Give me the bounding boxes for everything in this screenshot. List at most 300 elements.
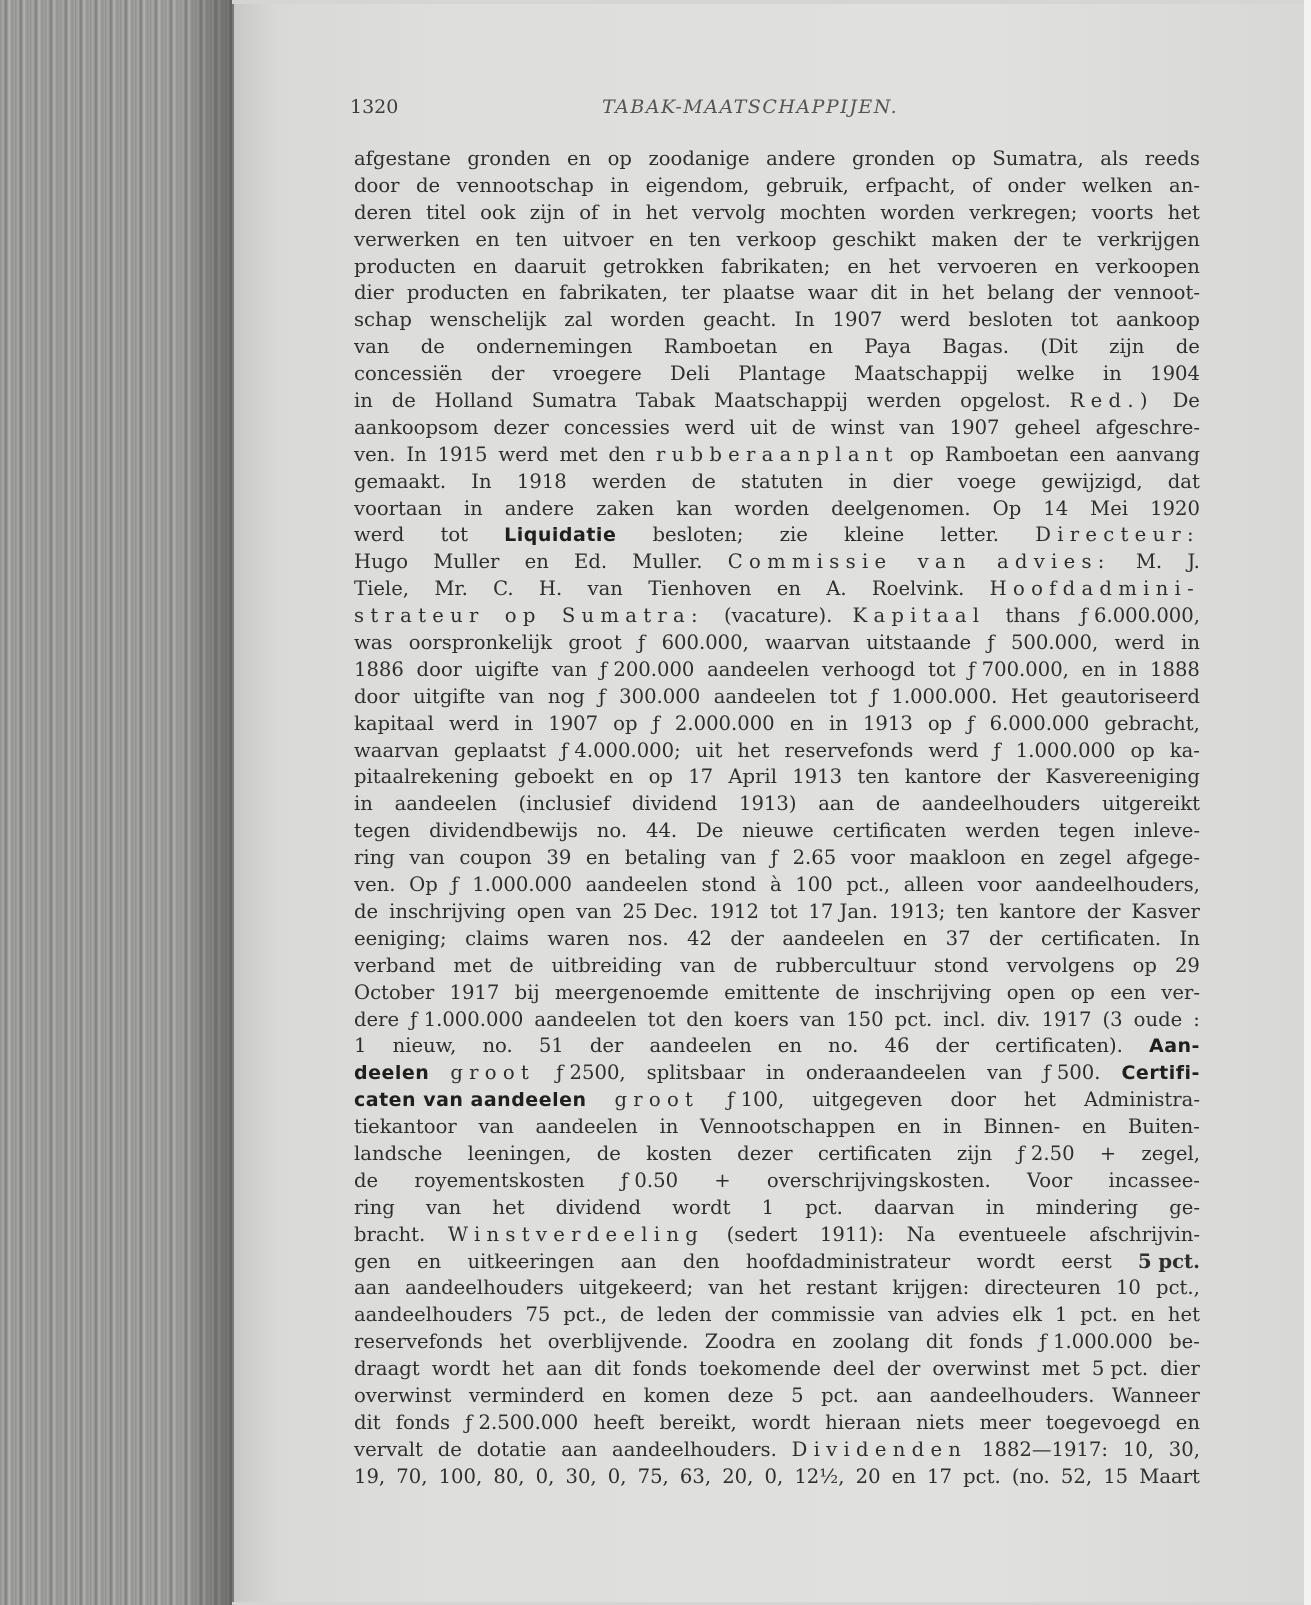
word: dit xyxy=(594,1357,621,1381)
word: oude xyxy=(1133,1007,1183,1031)
word: besloten xyxy=(968,308,1053,332)
word: wordt xyxy=(976,1249,1035,1273)
word: pct., xyxy=(846,873,891,897)
word: 1 xyxy=(354,1034,367,1058)
word: 0, xyxy=(607,1464,627,1488)
word: kosten xyxy=(646,1141,712,1165)
word: dividend xyxy=(555,1195,642,1219)
word: der xyxy=(886,1357,921,1381)
word: vervalt xyxy=(354,1437,423,1461)
word: gewijzigd, xyxy=(1041,469,1143,493)
word: leden xyxy=(657,1303,712,1327)
word: geboekt xyxy=(514,765,594,789)
word: worden xyxy=(610,308,686,332)
word: Zoodra xyxy=(704,1330,776,1354)
word: zijn xyxy=(529,200,566,224)
word: als xyxy=(1100,147,1129,170)
word: uitkeeringen xyxy=(467,1249,595,1273)
word: aan xyxy=(620,1249,657,1273)
word: 37 xyxy=(945,926,971,950)
word: tot xyxy=(1070,308,1099,332)
text-line xyxy=(354,1464,1200,1491)
word: Wanneer xyxy=(1111,1383,1200,1407)
word: werd xyxy=(448,711,500,735)
word: 1 xyxy=(761,1195,775,1219)
word: maakloon xyxy=(909,846,1006,870)
word: pct. xyxy=(963,1464,1001,1488)
word: 1904 xyxy=(1150,362,1200,386)
word: hieraan xyxy=(825,1410,902,1434)
word: + xyxy=(1099,1141,1117,1165)
word: rubberaanplant xyxy=(656,442,899,466)
text-line xyxy=(354,818,1200,845)
word: werden xyxy=(591,469,667,493)
word: ƒ xyxy=(770,846,778,870)
word: gronden xyxy=(467,147,551,170)
word: 1915 xyxy=(437,442,488,466)
word: 19, xyxy=(354,1464,386,1488)
word: Muller. xyxy=(632,550,703,574)
word: pct. xyxy=(1080,1303,1118,1327)
word: div. xyxy=(996,1007,1031,1031)
word: ten xyxy=(857,765,890,789)
text-line xyxy=(354,1302,1200,1329)
word: aanvang xyxy=(1116,442,1200,466)
word: letter. xyxy=(940,523,1000,547)
word: Paya xyxy=(864,335,912,359)
text-line xyxy=(354,899,1200,926)
word: certificaten. xyxy=(1040,926,1162,950)
word: 1912 xyxy=(709,899,759,923)
word: de xyxy=(875,792,901,816)
word: ƒ xyxy=(993,738,1001,762)
word: een xyxy=(1069,442,1106,466)
word: 1882—1917: xyxy=(982,1437,1108,1461)
word: uitbreiding xyxy=(551,953,663,977)
word: aan xyxy=(546,1357,583,1381)
word: plaatse xyxy=(723,281,795,305)
text-line xyxy=(354,1275,1200,1302)
word: nieuw, xyxy=(392,1034,457,1058)
word: te xyxy=(1062,227,1082,251)
word: no. xyxy=(596,819,628,843)
word: in xyxy=(610,173,630,197)
word: inschrijving xyxy=(389,899,506,923)
word: wordt xyxy=(431,1357,491,1381)
word: het xyxy=(888,254,921,278)
word: ƒ 700.000, xyxy=(968,657,1069,681)
word: ƒ xyxy=(870,684,878,708)
word: werd xyxy=(1114,631,1165,655)
word: strateur xyxy=(354,604,485,628)
word: In xyxy=(1179,926,1200,950)
word: overwinst xyxy=(354,1383,452,1407)
word: en xyxy=(1054,254,1079,278)
word: werd xyxy=(498,442,549,466)
word: Holland xyxy=(434,389,513,413)
word: ƒ 4.000.000; xyxy=(560,738,681,762)
text-line xyxy=(354,630,1200,657)
word: directeuren xyxy=(984,1276,1101,1300)
word: en xyxy=(649,227,674,251)
word: met xyxy=(559,442,598,466)
word: 1913) xyxy=(738,792,797,816)
word: verband xyxy=(354,953,436,977)
word: nieuwe xyxy=(742,819,814,843)
word: der xyxy=(730,926,764,950)
word: inleve- xyxy=(1133,819,1200,843)
word: 1888 xyxy=(1150,657,1200,681)
word: geheel xyxy=(1014,415,1081,439)
word: werden xyxy=(866,389,942,413)
word: 1907 xyxy=(548,711,599,735)
word: ka- xyxy=(1169,738,1200,762)
word: zijn xyxy=(1109,335,1145,359)
text-line xyxy=(354,711,1200,738)
word: stond xyxy=(701,873,757,897)
word: Kasver xyxy=(1131,899,1200,923)
word: en xyxy=(472,254,498,278)
word: Hugo xyxy=(354,550,409,574)
text-line xyxy=(354,146,1200,173)
word: wenschelijk xyxy=(429,308,547,332)
word: waarvan xyxy=(354,738,439,762)
word: pitaalrekening xyxy=(354,765,499,789)
word: der xyxy=(1067,281,1101,305)
word: van xyxy=(887,1303,924,1327)
word: dotatie xyxy=(476,1437,547,1461)
word: gebruik, xyxy=(765,173,849,197)
word: het xyxy=(502,1357,535,1381)
word: waren xyxy=(547,926,610,950)
word: op xyxy=(951,147,976,170)
word: reeds xyxy=(1144,147,1200,170)
word: onderaandeelen xyxy=(805,1061,966,1085)
word: van xyxy=(917,550,972,574)
word: aandeelen xyxy=(394,792,497,816)
word: bereikt, xyxy=(659,1410,737,1434)
word: vroegere xyxy=(552,362,642,386)
word: kleine xyxy=(844,523,905,547)
word: incassee- xyxy=(1108,1168,1200,1192)
word: belang xyxy=(987,281,1055,305)
word: 6.000.000 xyxy=(989,711,1090,735)
word: : xyxy=(1193,1007,1200,1031)
word: vervolgens xyxy=(1006,953,1115,977)
word: in xyxy=(612,200,632,224)
word: maken xyxy=(931,227,998,251)
word: uigifte xyxy=(474,657,540,681)
word: aandeelhouders xyxy=(354,1303,513,1327)
word: ten xyxy=(688,227,721,251)
text-line xyxy=(354,549,1200,576)
word: 30, xyxy=(565,1464,597,1488)
word: zie xyxy=(779,523,808,547)
word: groot xyxy=(568,631,622,655)
word: an- xyxy=(1169,173,1200,197)
word: Sumatra: xyxy=(561,604,704,628)
word: fonds xyxy=(395,1410,451,1434)
word: ƒ 0.50 xyxy=(620,1168,679,1192)
word: (vacature). xyxy=(723,604,833,628)
word: werden xyxy=(965,819,1040,843)
word: ƒ xyxy=(598,684,606,708)
word: uitgifte xyxy=(413,684,486,708)
word: van xyxy=(409,846,445,870)
word: zal xyxy=(564,308,593,332)
word: geacht. xyxy=(702,308,777,332)
word: in xyxy=(514,711,534,735)
word: 17 xyxy=(688,765,714,789)
word: het xyxy=(645,200,678,224)
word: toekomende xyxy=(699,1357,821,1381)
text-line xyxy=(354,980,1200,1007)
text-line xyxy=(354,1329,1200,1356)
text-line xyxy=(354,1383,1200,1410)
word: in xyxy=(659,1115,679,1139)
word: werd xyxy=(354,523,405,547)
word: certificaten xyxy=(832,819,947,843)
word: Muller xyxy=(433,550,500,574)
word: ƒ xyxy=(967,711,975,735)
word: en xyxy=(521,281,547,305)
word: deelgenomen. xyxy=(831,496,971,520)
word: 150 xyxy=(846,1007,884,1031)
word: op xyxy=(648,765,673,789)
text-line xyxy=(354,200,1200,227)
word: en xyxy=(777,1034,802,1058)
word: mindering xyxy=(1035,1195,1139,1219)
word: gebracht, xyxy=(1104,711,1200,735)
word: Aan- xyxy=(1149,1035,1200,1058)
word: in xyxy=(910,281,929,305)
word: der xyxy=(988,926,1023,950)
text-line xyxy=(354,496,1200,523)
word: tiekantoor xyxy=(354,1115,457,1139)
word: eeniging; xyxy=(354,926,447,950)
word: ƒ 1.000.000 xyxy=(410,1007,524,1031)
word: Bagas. xyxy=(942,335,1009,359)
text-line xyxy=(354,442,1200,469)
word: met xyxy=(1041,1357,1080,1381)
word: van xyxy=(720,846,757,870)
word: der xyxy=(996,765,1031,789)
word: alleen xyxy=(903,873,964,897)
word: 25 Dec. xyxy=(622,899,699,923)
word: niets xyxy=(916,1410,965,1434)
word: eigendom, xyxy=(645,173,750,197)
word: royementskosten xyxy=(414,1168,585,1192)
word: Sumatra, xyxy=(992,147,1084,170)
word: en xyxy=(808,335,833,359)
word: van xyxy=(680,953,716,977)
word: advies xyxy=(936,1303,1000,1327)
word: en xyxy=(1081,657,1106,681)
text-line xyxy=(354,522,1200,549)
word: dat xyxy=(1167,469,1200,493)
word: (Dit xyxy=(1040,335,1078,359)
text-line xyxy=(354,953,1200,980)
word: der xyxy=(490,362,525,386)
word: afgestane xyxy=(354,147,451,170)
word: hoofdadministrateur xyxy=(745,1249,951,1273)
word: ƒ 6.000.000, xyxy=(1080,604,1200,628)
word: dit xyxy=(354,1410,381,1434)
word: aandeelen xyxy=(782,926,885,950)
word: de xyxy=(835,980,860,1004)
word: afgege- xyxy=(1126,846,1200,870)
text-line xyxy=(354,254,1200,281)
word: overwinst xyxy=(932,1357,1030,1381)
word: Directeur: xyxy=(1035,523,1200,547)
word: Maart xyxy=(1139,1464,1200,1488)
word: uit xyxy=(695,738,723,762)
word: De xyxy=(696,819,724,843)
text-line xyxy=(354,603,1200,630)
word: van xyxy=(354,335,390,359)
word: op xyxy=(909,442,935,466)
word: waar xyxy=(807,281,858,305)
word: Kasvereeniging xyxy=(1045,765,1200,789)
word: 1.000.000 xyxy=(472,873,572,897)
word: het xyxy=(1023,1088,1056,1112)
word: aankoopsom xyxy=(354,415,479,439)
word: aandeelen xyxy=(585,873,688,897)
word: door xyxy=(416,657,463,681)
word: van xyxy=(498,684,535,708)
word: A. xyxy=(826,577,847,601)
word: besloten; xyxy=(652,523,744,547)
word: commissie xyxy=(770,1303,876,1327)
word: aandeelen xyxy=(713,684,816,708)
word: op xyxy=(607,147,632,170)
word: ring xyxy=(354,1195,395,1219)
word: uitgereikt xyxy=(1102,792,1200,816)
text-line xyxy=(354,1356,1200,1383)
word: 1913 xyxy=(862,711,913,735)
word: gen xyxy=(354,1249,391,1273)
word: Ed. xyxy=(574,550,608,574)
word: voor xyxy=(850,846,895,870)
word: stond xyxy=(933,953,989,977)
word: een xyxy=(1110,980,1147,1004)
word: (3 xyxy=(1102,1007,1123,1031)
word: meergenoemde xyxy=(554,980,709,1004)
word: aan xyxy=(354,1276,390,1300)
word: voege xyxy=(957,469,1017,493)
text-line xyxy=(354,1114,1200,1141)
word: tegen xyxy=(1058,819,1116,843)
text-line xyxy=(354,1168,1200,1195)
word: ondernemingen xyxy=(476,335,633,359)
word: verkregen; xyxy=(969,200,1078,224)
word: op xyxy=(504,604,542,628)
text-line xyxy=(354,173,1200,200)
text-line xyxy=(354,361,1200,388)
word: Op xyxy=(992,496,1022,520)
word: de xyxy=(1175,335,1200,359)
word: zegel xyxy=(1059,846,1112,870)
word: no. xyxy=(828,1034,859,1058)
word: 1886 xyxy=(354,657,404,681)
word: daarvan xyxy=(873,1195,955,1219)
text-line xyxy=(354,469,1200,496)
word: gronden xyxy=(851,147,936,170)
word: voorts xyxy=(1091,200,1154,224)
word: ƒ xyxy=(987,631,995,655)
word: de xyxy=(791,415,816,439)
word: Liquidatie xyxy=(504,524,617,547)
text-line xyxy=(354,684,1200,711)
word: 15 xyxy=(1103,1464,1129,1488)
word: aandeelhouders xyxy=(921,792,1081,816)
word: 5 pct. xyxy=(1091,1357,1149,1381)
text-line xyxy=(354,415,1200,442)
word: van xyxy=(799,1007,836,1031)
word: Dividenden xyxy=(791,1437,968,1461)
text-line xyxy=(354,1033,1200,1060)
word: 17 Jan. xyxy=(808,899,878,923)
word: verkoopen xyxy=(1095,254,1200,278)
word: 52, xyxy=(1060,1464,1093,1488)
spine-shadow xyxy=(180,0,232,1605)
word: uitgekeerd; xyxy=(578,1276,694,1300)
word: 2.65 xyxy=(792,846,837,870)
word: en xyxy=(776,577,801,601)
word: Het xyxy=(1010,684,1048,708)
word: certificaten). xyxy=(995,1034,1123,1058)
word: ring xyxy=(354,846,395,870)
word: dere xyxy=(354,1007,400,1031)
word: van xyxy=(587,577,623,601)
word: daaruit xyxy=(514,254,587,278)
word: ƒ 2500, xyxy=(556,1061,626,1085)
word: concessies xyxy=(563,415,670,439)
word: landsche xyxy=(354,1141,443,1165)
word: en xyxy=(475,227,500,251)
text-line xyxy=(354,1007,1200,1034)
word: ven. xyxy=(354,873,396,897)
word: Deli xyxy=(670,362,710,386)
word: uitstaande xyxy=(866,631,972,655)
word: mochten xyxy=(779,200,866,224)
word: 100, xyxy=(438,1464,483,1488)
word: ver- xyxy=(1161,980,1200,1004)
word: nos. xyxy=(627,926,669,950)
word: Mr. xyxy=(434,577,468,601)
word: met xyxy=(453,953,492,977)
text-line xyxy=(354,576,1200,603)
word: tot xyxy=(829,684,858,708)
word: deel xyxy=(832,1357,875,1381)
word: reservefonds xyxy=(354,1330,483,1354)
word: verminderd xyxy=(468,1383,585,1407)
word: open xyxy=(516,899,566,923)
word: verkoop xyxy=(736,227,817,251)
text-line xyxy=(354,738,1200,765)
word: gemaakt. xyxy=(354,469,447,493)
word: wordt xyxy=(672,1195,731,1219)
word: Administra- xyxy=(1083,1088,1200,1112)
word: dier xyxy=(354,281,394,305)
word: zegel, xyxy=(1141,1141,1200,1165)
word: van xyxy=(478,1115,514,1139)
word: 39 xyxy=(546,846,572,870)
word: 500.000, xyxy=(1010,631,1099,655)
word: pct. xyxy=(821,1383,859,1407)
word: zoolang xyxy=(832,1330,910,1354)
text-line xyxy=(354,1222,1200,1249)
